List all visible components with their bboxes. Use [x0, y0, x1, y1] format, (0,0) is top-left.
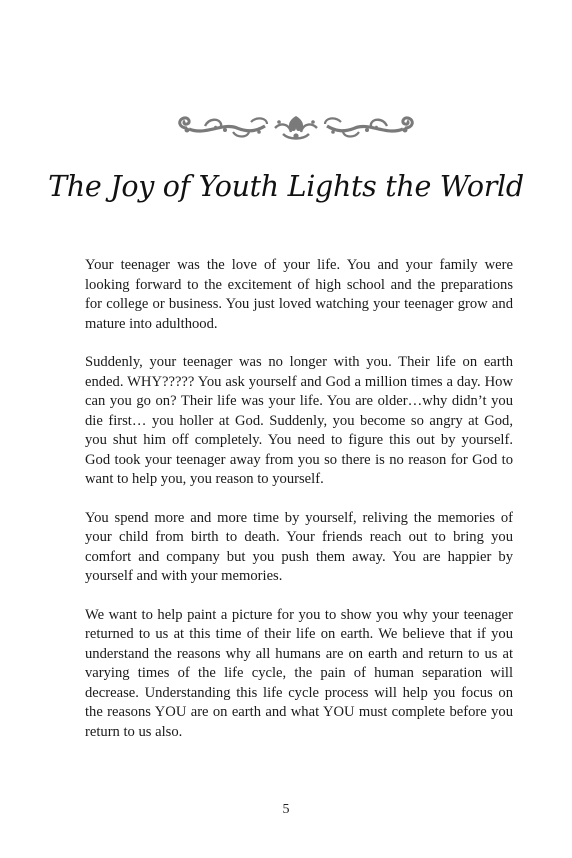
page-number: 5 [282, 802, 290, 817]
decorative-flourish-icon [175, 112, 417, 142]
paragraph-3: You spend more and more time by yourself, reliving the memories of your child from birth to death. Your friends reach out to bring you comfort and company but you push them away. You are happier by yourself and with your memories. [85, 509, 513, 584]
paragraph-4: We want to help paint a picture for you to show you why your teenager returned to us at this time of their life on earth. We believe that if you understand the reasons why all humans are on earth and return to us at varying times of the life cycle, the pain of human separation will decrease. Understanding this life cycle process will help you focus on the reasons YOU are on earth and what YOU must complete before you return to us also. [85, 606, 513, 740]
body-text [85, 256, 513, 761]
paragraph-2: Suddenly, your teenager was no longer with you. Their life on earth ended. WHY????? You ask yourself and God a million times a day. How can you go on? Their life was your life. You are older…why didn’t you die first… you holler at God. Suddenly, you become so angry at God, you shut him off completely. You need to figure this out by yourself. God took your teenager away from you so there is no reason for God to want to help you, you reason to yourself. [85, 354, 513, 487]
paragraph-1: Your teenager was the love of your life. You and your family were looking forward to the excitement of high school and the preparations for college or business. You just loved watching your teenager grow and mature into adulthood. [85, 257, 513, 332]
page-title: The Joy of Youth Lights the World [48, 170, 524, 203]
